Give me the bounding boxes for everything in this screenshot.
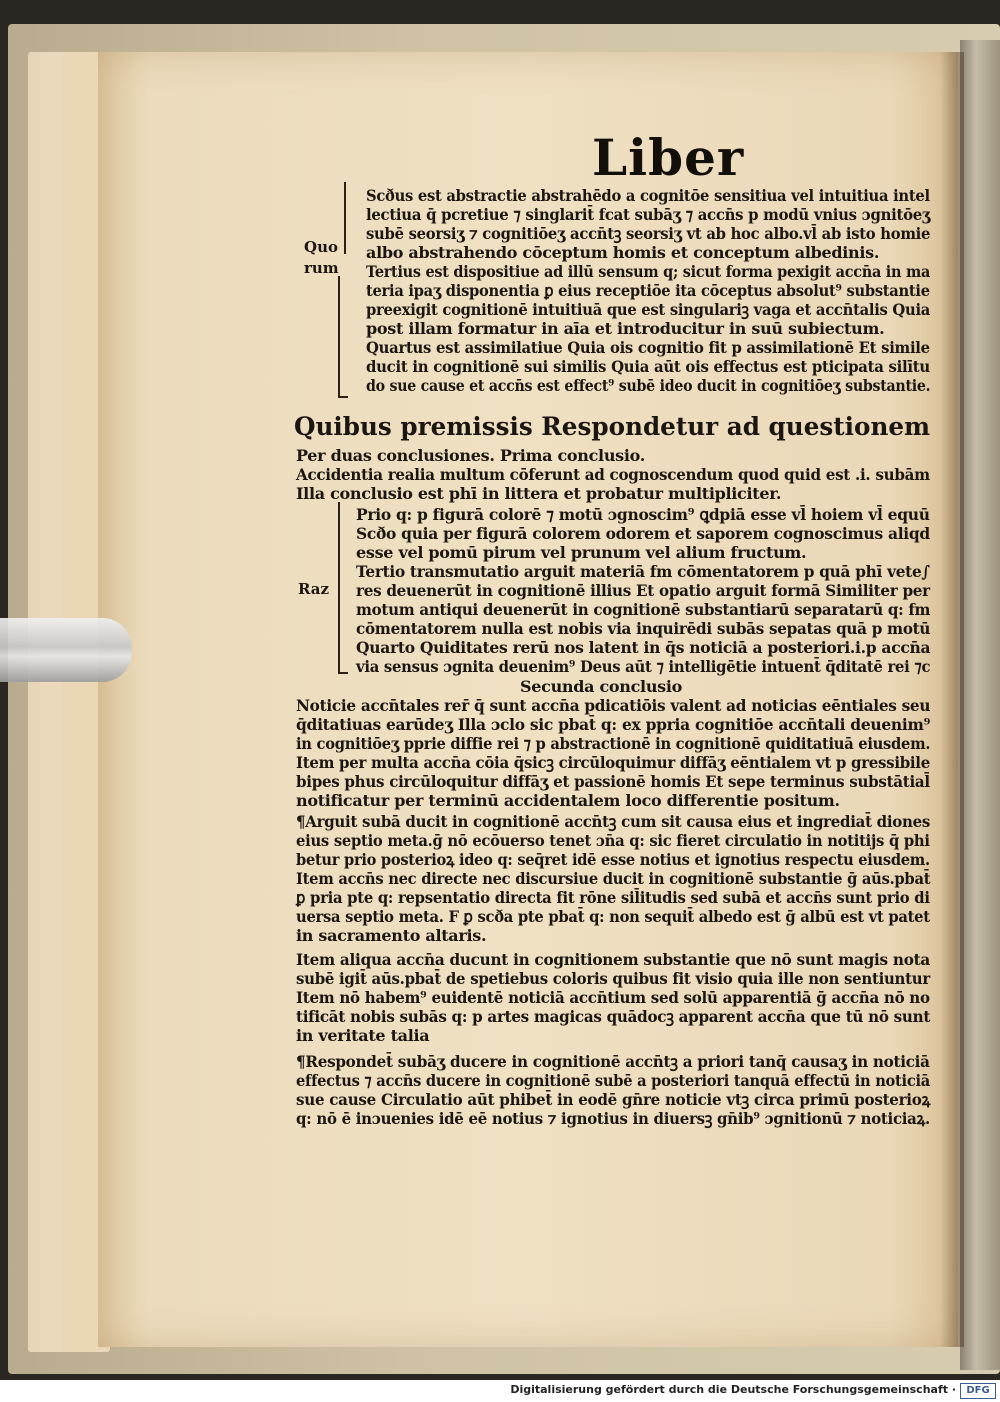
text-line: notificatur per terminū accidentalem loco differentie positum. [296,791,840,810]
subheading-conclusion: Secunda conclusio [520,677,683,696]
text-line: bipes phus circūloquitur diffāʒ et passionē homis Et sepe terminus substātial̄ [296,772,930,791]
text-line: Noticie accn̄tales rer̄ q̄ sunt accn̄a pdicatiōis valent ad noticias eēntiales seu [296,696,931,715]
text-line: subē seorsiʒ ⁊ cognitiōeʒ accn̄tꝫ seorsiʒ vt ab hoc albo.vl̄ ab isto homie [366,224,931,243]
text-line: Prio q: p figurā colorē ⁊ motū ɔgnoscim⁹ ꝗdpiā esse vl̄ hoiem vl̄ equū [356,505,930,524]
text-line: Item aliqua accn̄a ducunt in cognitionem substantie que nō sunt magis nota [296,950,930,969]
text-line: q: nō ē inɔuenies idē eē notius ⁊ ignotius in diuersꝫ gn̄ib⁹ ɔgnitionū ⁊ noticiaꝝ. [296,1109,930,1128]
page-gutter [940,52,964,1347]
text-line: do sue cause et accn̄s est effect⁹ subē ideo ducit in cognitiōeʒ substantie. [366,376,931,395]
text-line: Item accn̄s nec directe nec discursiue ducit in cognitionē substantie ḡ aūs.pbat̄ [296,869,931,888]
bracket-reasons [338,502,340,672]
bracket-lower-end [338,378,348,398]
dfg-logo[interactable]: DFG [960,1383,996,1399]
text-line: Illa conclusio est phī in littera et probatur multipliciter. [296,484,782,503]
margin-note-rum: rum [304,259,339,277]
text-line: res deuenerūt in cognitionē illius Et opatio arguit formā Similiter per [356,581,930,600]
bracket-upper [344,182,346,254]
text-line: via sensus ɔgnita deuenim⁹ Deus aūt ⁊ intelligētie intuent̄ q̄ditatē rei ⁊c [356,657,931,676]
text-line: Scðus est abstractie abstrahēdo a cognitōe sensitiua vel intuitiua intel [366,186,930,205]
text-line: esse vel pomū pirum vel prunum vel alium fructum. [356,543,807,562]
text-line: Tertio transmutatio arguit materiā fm cōmentatorem p quā phī vete∫ [356,562,931,581]
footer-credit: Digitalisierung gefördert durch die Deutsche Forschungsgemeinschaft · [510,1383,956,1396]
book-clamp-band [0,618,132,682]
text-line: subē igit̄ aūs.pbat̄ de spetiebus coloris quibus fit visio quia ille non sentiuntur [296,969,930,988]
text-line: Accidentia realia multum cōferunt ad cognoscendum quod quid est .i. subām [296,465,930,484]
text-line: Item nō habem⁹ euidentē noticiā accn̄tium sed solū apparentiā ḡ accn̄a nō no [296,988,930,1007]
text-line: lectiua q̄ pcretiue ⁊ singlarit̄ fcat subāʒ ⁊ accn̄s p modū vnius ɔgnitōeʒ [366,205,931,224]
text-line: betur prio posterioꝝ ideo q: seq̄ret idē esse notius et ignotius respectu eiusdem. [296,850,930,869]
text-line: albo abstrahendo cōceptum homis et conceptum albedinis. [366,243,880,262]
text-line: sue cause Circulatio aūt phibet̄ in eodē gn̄re noticie vtꝫ circa primū posterioꝝ [296,1090,931,1109]
text-line: Tertius est dispositiue ad illū sensum q; sicut forma pexigit accn̄a in ma [366,262,931,281]
text-line: Item per multa accn̄a cōia q̄sicꝫ circūloquimur diffāʒ eēntialem vt p gressibile [296,753,930,772]
text-line: in veritate talia [296,1026,430,1045]
text-line: Scðo quia per figurā colorem odorem et saporem cognoscimus aliqd [356,524,930,543]
text-line: post illam formatur in aīa et introducitur in suū subiectum. [366,319,885,338]
text-line: Quartus est assimilatiue Quia ois cognitio fit p assimilationē Et simile [366,338,930,357]
text-line: ꝑ pria pte q: repsentatio directa fit rōne sil̄itudis sed subā et accn̄s sunt prio di [296,888,930,907]
text-line: ¶Arguit subā ducit in cognitionē accn̄tꝫ cum sit causa eius et ingrediat̄ diones [296,812,931,831]
text-line: eius septio meta.ḡ nō ecōuerso tenet ɔn̄a q: sic fieret circulatio in notitijs q̄ phi [296,831,930,850]
margin-note-raz: Raz [298,580,330,598]
bracket-reasons-end [338,656,348,674]
text-line: motum antiqui deuenerūt in cognitionē substantiarū separatarū q: fm [356,600,931,619]
text-line: tificāt nobis subās q: p artes magicas quādocꝫ apparent accn̄a que tū nō sunt [296,1007,931,1026]
text-line: uersa septio meta. F ꝑ scða pte pbat̄ q: non sequit̄ albedo est ḡ albū est vt patet [296,907,930,926]
text-line: Quarto Quiditates rerū nos latent in q̄s noticiā a posteriori.i.p accn̄a [356,638,931,657]
text-line: teria ipaʒ disponentia ꝑ eius receptiōe ita cōceptus absolut⁹ substantie [366,281,930,300]
text-line: in sacramento altaris. [296,926,487,945]
text-line: cōmentatorem nulla est nobis via inquirēdi subās sepatas quā p motū [356,619,931,638]
page-title: Liber [592,128,745,187]
text-line: ¶Respondet̄ subāʒ ducere in cognitionē accn̄tꝫ a priori tanq̄ causaʒ in noticiā [296,1052,930,1071]
text-line: ducit in cognitionē sui similis Quia aūt ois effectus est pticipata silītu [366,357,930,376]
text-line: preexigit cognitionē intuitiuā que est singulariꝫ vaga et accn̄talis Quia [366,300,931,319]
margin-note-quo: Quo [304,238,338,256]
book-spine [960,40,1000,1370]
section-heading: Quibus premissis Respondetur ad questionem [294,412,931,441]
text-line: effectus ⁊ accn̄s ducere in cognitionē subē a posteriori tanquā effectū in noticiā [296,1071,930,1090]
text-line: q̄ditatiuas earūdeʒ Illa ɔclo sic pbat̄ q: ex ppria cognitiōe accn̄tali deuenim⁹ [296,715,931,734]
text-line: Per duas conclusiones. Prima conclusio. [296,446,646,465]
text-line: in cognitiōeʒ pprie diffie rei ⁊ p abstractionē in cognitionē quiditatiuā eiusdem. [296,734,931,753]
